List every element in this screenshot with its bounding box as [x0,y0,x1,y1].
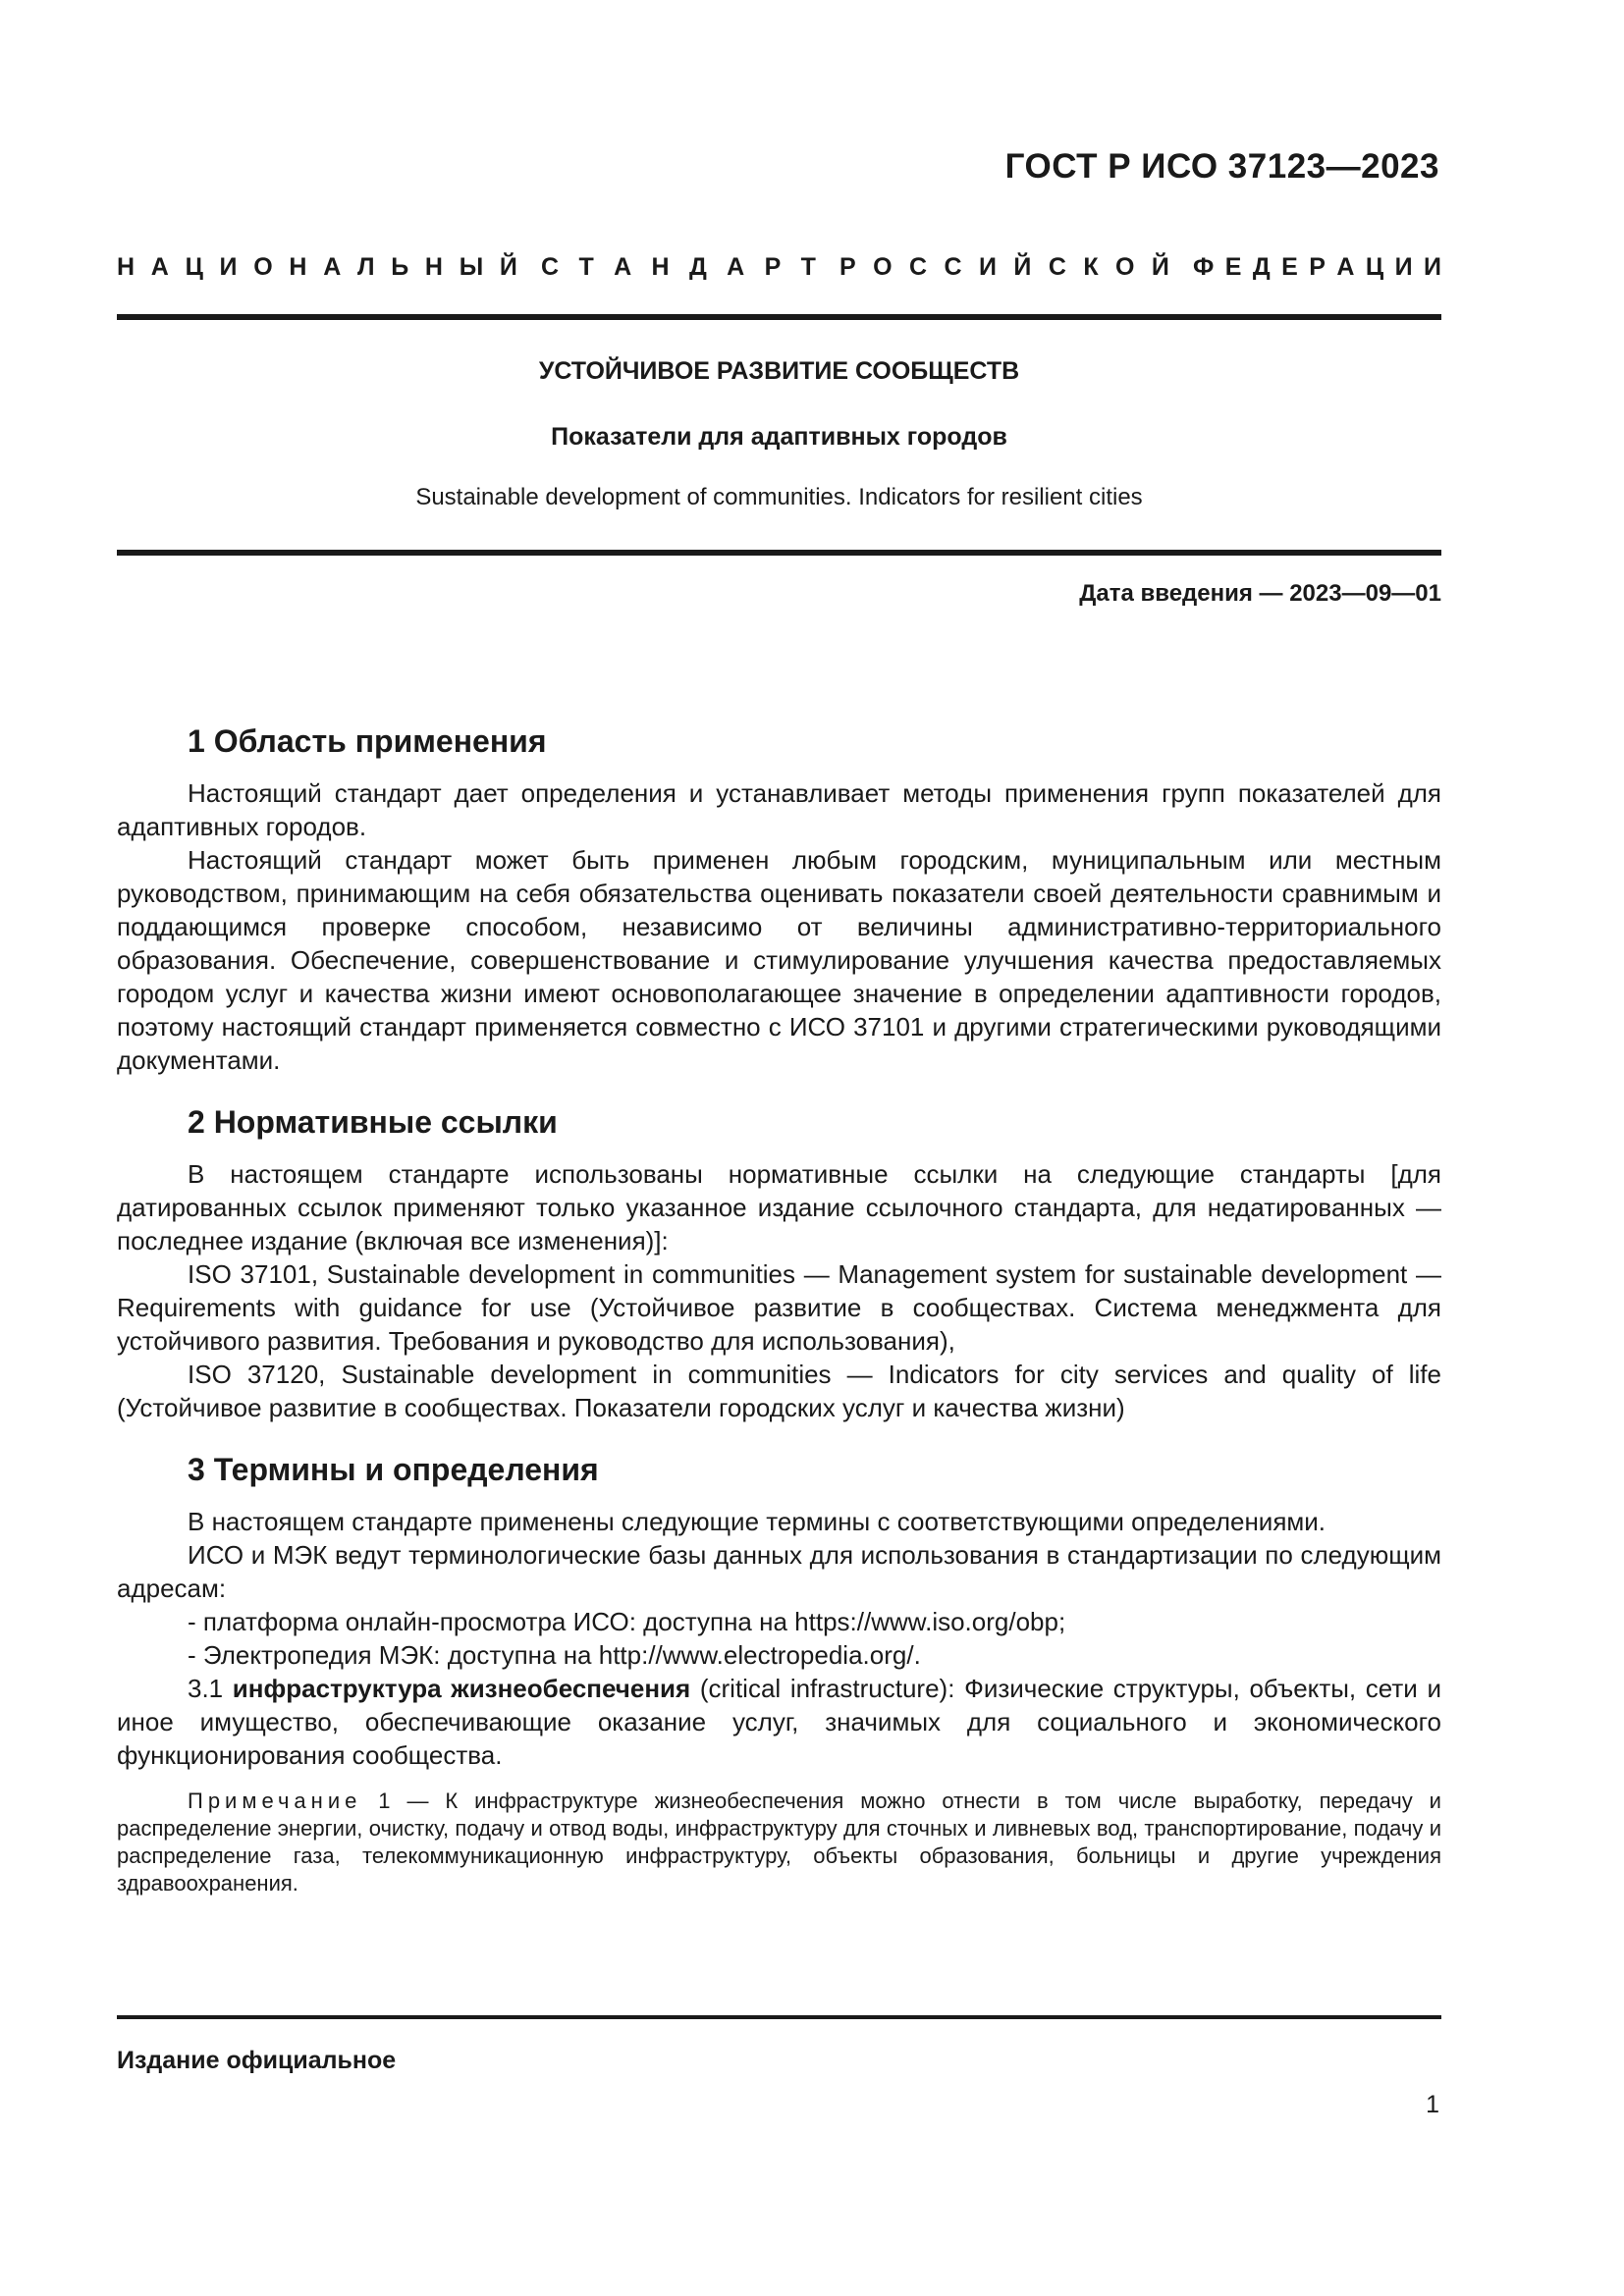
footer-rule [117,2015,1441,2019]
banner-letter: А [1336,253,1355,281]
banner-word [1193,253,1441,282]
official-edition-label: Издание официальное [117,2047,397,2074]
banner-letter: Е [1281,253,1298,281]
banner-letter: Т [800,253,816,281]
banner-letter: Ф [1193,253,1215,281]
banner-letter: Н [117,253,135,281]
banner-letter: И [1394,253,1413,281]
term-definition [117,1672,1441,1772]
section-terms [117,1450,1441,1897]
list-item: - платформа онлайн-просмотра ИСО: доступна на https://www.iso.org/obp; [188,1607,1066,1636]
term-text: (critical infrastructure): Физические структуры, объекты, сети и иное имущество, обеспечивающие оказание услуг, значимых для социального и экономического функционирования сообщества. [117,1674,1441,1770]
note [117,1788,1441,1897]
banner-letter: Ы [459,253,484,281]
banner-letter: Н [424,253,443,281]
banner-word [117,253,517,282]
paragraph: В настоящем стандарте использованы нормативные ссылки на следующие стандарты [для датированных ссылок применяют только указанное издание ссылочного стандарта, для недатированных — последнее издание (включая все изменения)]: [117,1159,1441,1255]
term-number: 3.1 [188,1674,224,1703]
banner-letter: А [727,253,745,281]
term-name: инфраструктура жизнеобеспечения [232,1674,691,1703]
paragraph: ИСО и МЭК ведут терминологические базы данных для использования в стандартизации по следующим адресам: [117,1540,1441,1603]
banner-letter: И [979,253,997,281]
reference-item: ISO 37120, Sustainable development in communities — Indicators for city services and quality of life (Устойчивое развитие в сообществах. Показатели городских услуг и качества жизни) [117,1360,1441,1422]
banner-letter: Т [578,253,594,281]
document-subtitle: Показатели для адаптивных городов [551,423,1007,451]
paragraph: Настоящий стандарт дает определения и устанавливает методы применения групп показателей для адаптивных городов. [117,778,1441,841]
paragraph: В настоящем стандарте применены следующие термины с соответствующими определениями. [188,1507,1326,1536]
section-heading: 1 Область применения [188,723,547,759]
banner-letter: А [150,253,169,281]
reference-item: ISO 37101, Sustainable development in communities — Management system for sustainable development — Requirements with guidance for use (Устойчивое развитие в сообществах. Система менеджмента для устойчивого развития. Требования и руководство для использования), [117,1259,1441,1356]
banner-letter: С [909,253,928,281]
note-text: — К инфраструктуре жизнеобеспечения можно отнести в том числе выработку, передачу и распределение энергии, очистку, подачу и отвод воды, инфраструктуру для сточных и ливневых вод, транспортирование, подачу и распределение газа, телекоммуникационную инфраструктуру, объекты образования, больницы и другие учреждения здравоохранения. [117,1789,1441,1896]
banner-letter: О [1115,253,1135,281]
banner-word [839,253,1169,282]
document-body [117,721,1441,1897]
banner-letter: Н [651,253,670,281]
banner-letter: К [1083,253,1099,281]
banner-letter: Е [1224,253,1242,281]
document-title: УСТОЙЧИВОЕ РАЗВИТИЕ СООБЩЕСТВ [538,357,1020,385]
banner-word [541,253,816,282]
banner-letter: Ь [391,253,409,281]
banner-letter: Р [764,253,782,281]
banner-letter: Р [1309,253,1326,281]
section-heading: 2 Нормативные ссылки [188,1104,558,1140]
section-normative-references [117,1102,1441,1424]
banner-letter: Л [356,253,375,281]
national-standard-banner [117,253,1441,282]
paragraph: Настоящий стандарт может быть применен любым городским, муниципальным или местным руководством, принимающим на себя обязательства оценивать показатели своей деятельности сравнимым и поддающимся проверке способом, независимо от величины административно-территориального образования. Обеспечение, совершенствование и стимулирование улучшения качества предоставляемых городом услуг и качества жизни имеют основополагающее значение в определении адаптивности городов, поэтому настоящий стандарт применяется совместно с ИСО 37101 и другими стратегическими руководящими документами. [117,845,1441,1075]
banner-letter: Н [289,253,307,281]
banner-letter: Ц [185,253,203,281]
banner-letter: Й [1151,253,1169,281]
list-item: - Электропедия МЭК: доступна на http://www.electropedia.org/. [188,1640,921,1670]
standard-code: ГОСТ Р ИСО 37123—2023 [1004,147,1439,186]
note-label: Примечание [188,1789,362,1813]
banner-letter: А [323,253,342,281]
banner-letter: С [541,253,560,281]
english-title: Sustainable development of communities. Indicators for resilient cities [415,484,1143,510]
section-heading: 3 Термины и определения [188,1452,599,1487]
banner-letter: О [873,253,893,281]
banner-letter: Д [1252,253,1271,281]
banner-letter: Ц [1365,253,1384,281]
banner-letter: А [614,253,632,281]
banner-letter: Р [839,253,856,281]
note-number: 1 [378,1789,391,1813]
introduction-date: Дата введения — 2023—09—01 [1079,580,1441,607]
banner-letter: Д [688,253,707,281]
banner-letter: И [1424,253,1441,281]
banner-letter: С [1048,253,1066,281]
banner-letter: Й [1013,253,1032,281]
banner-letter: И [219,253,238,281]
banner-letter: Й [499,253,517,281]
page-number: 1 [1426,2091,1439,2118]
top-rule [117,314,1441,320]
section-scope [117,721,1441,1077]
banner-letter: С [944,253,962,281]
title-rule [117,550,1441,556]
banner-letter: О [253,253,273,281]
